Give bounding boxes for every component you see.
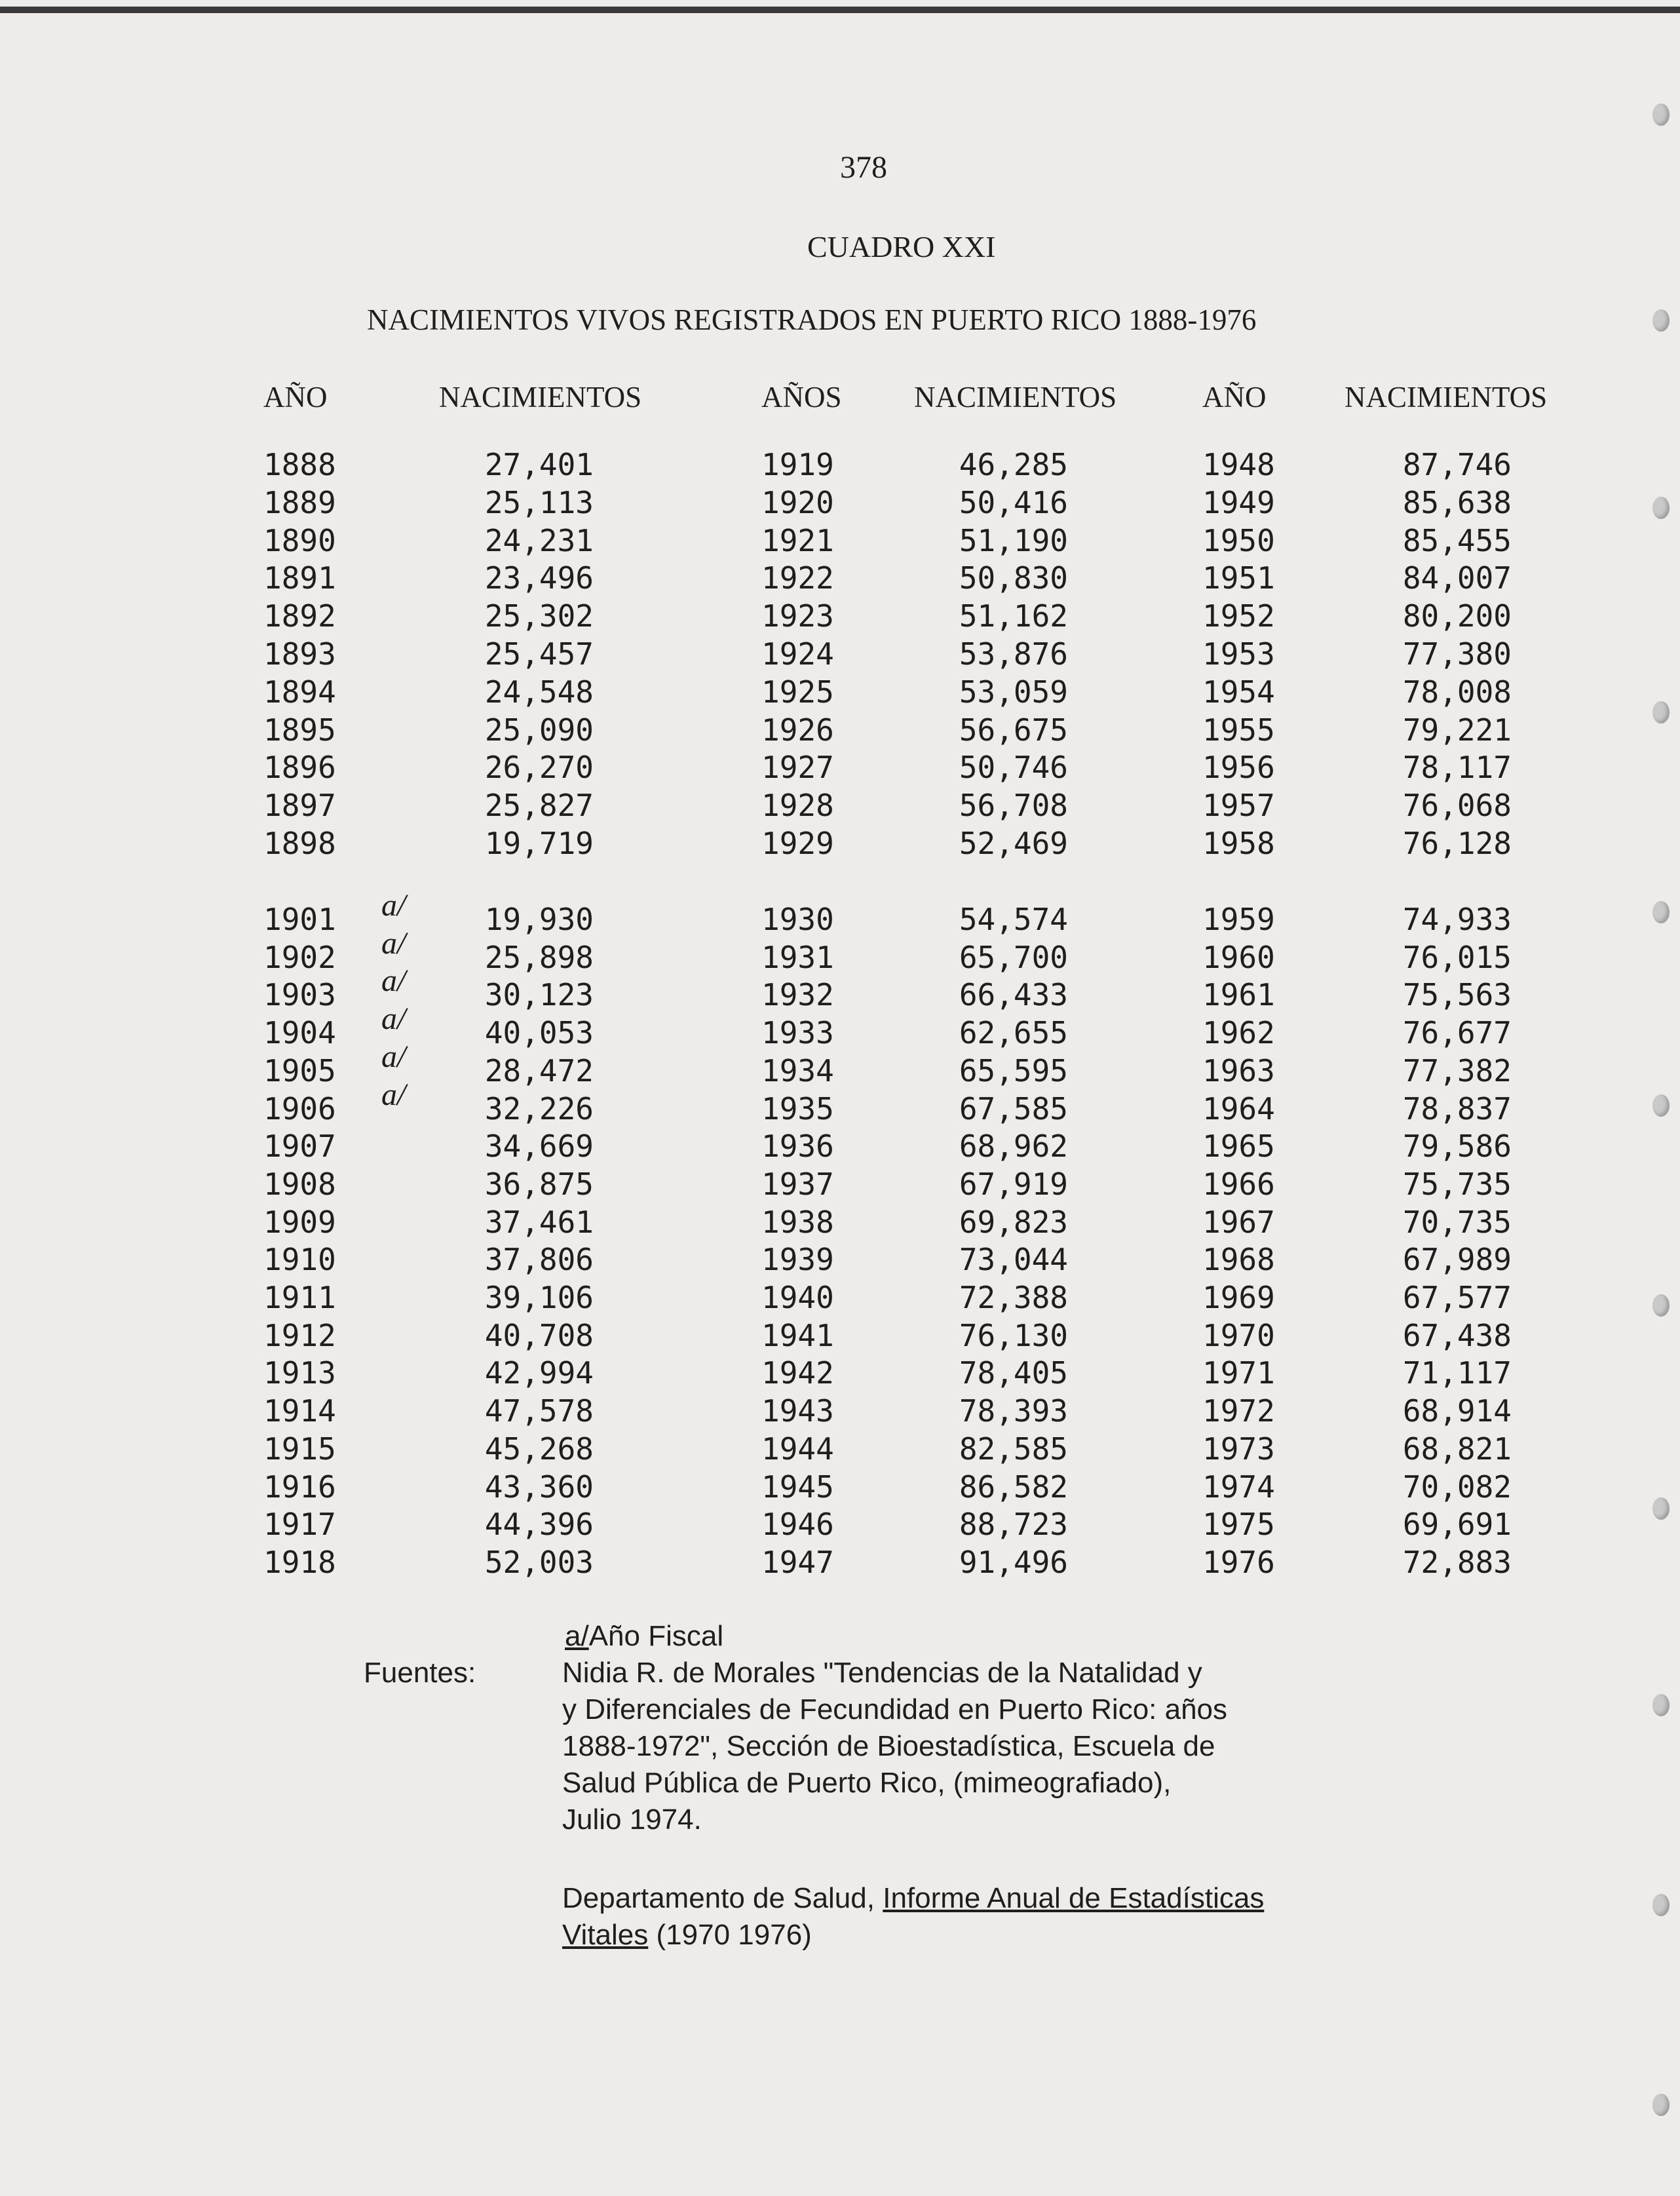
births-cell: 85,638 (1402, 484, 1512, 520)
year-cell: 1968 (1202, 1242, 1275, 1278)
births-cell: 25,827 (484, 788, 594, 824)
year-cell: 1908 (263, 1166, 336, 1202)
births-cell: 50,830 (959, 560, 1068, 596)
year-cell: 1947 (761, 1544, 834, 1580)
year-cell: 1954 (1202, 674, 1275, 710)
page-title: NACIMIENTOS VIVOS REGISTRADOS EN PUERTO RICO 1888-1976 (367, 303, 1257, 336)
header-year-1: AÑO (263, 381, 328, 414)
year-cell: 1964 (1202, 1090, 1275, 1127)
births-cell: 91,496 (959, 1544, 1068, 1580)
binder-hole (1652, 1894, 1670, 1916)
births-cell: 77,382 (1402, 1052, 1512, 1088)
fiscal-note (565, 1620, 723, 1653)
year-cell: 1911 (263, 1280, 336, 1315)
fiscal-year-mark: a/ (381, 1001, 406, 1037)
binder-hole (1652, 2094, 1670, 2116)
year-cell: 1893 (263, 636, 336, 672)
year-cell: 1936 (761, 1128, 834, 1165)
births-cell: 67,989 (1402, 1242, 1512, 1278)
source-1-line-1: Nidia R. de Morales "Tendencias de la Natalidad y (562, 1657, 1202, 1689)
year-cell: 1918 (263, 1544, 336, 1580)
year-cell: 1892 (263, 598, 336, 634)
sources-label: Fuentes: (364, 1657, 476, 1689)
year-cell: 1920 (761, 484, 834, 520)
births-cell: 52,003 (484, 1544, 594, 1580)
source-1-line-4: Salud Pública de Puerto Rico, (mimeografiado), (562, 1767, 1172, 1799)
year-cell: 1930 (761, 902, 834, 937)
births-cell: 54,574 (959, 902, 1068, 937)
year-cell: 1897 (263, 788, 336, 824)
births-cell: 24,231 (484, 522, 594, 558)
births-cell: 69,691 (1402, 1507, 1512, 1543)
year-cell: 1963 (1202, 1052, 1275, 1088)
year-cell: 1942 (761, 1355, 834, 1391)
births-cell: 25,302 (484, 598, 594, 634)
header-births-1: NACIMIENTOS (439, 381, 642, 414)
births-cell: 37,806 (484, 1242, 594, 1278)
year-cell: 1955 (1202, 712, 1275, 748)
year-cell: 1888 (263, 447, 336, 482)
year-cell: 1950 (1202, 522, 1275, 558)
births-cell: 77,380 (1402, 636, 1512, 672)
year-cell: 1925 (761, 674, 834, 710)
year-cell: 1935 (761, 1090, 834, 1127)
births-cell: 78,405 (959, 1355, 1068, 1391)
binder-hole (1652, 1094, 1670, 1117)
year-cell: 1934 (761, 1052, 834, 1088)
year-cell: 1966 (1202, 1166, 1275, 1202)
births-cell: 47,578 (484, 1393, 594, 1429)
year-cell: 1906 (263, 1090, 336, 1127)
year-cell: 1932 (761, 977, 834, 1013)
births-cell: 43,360 (484, 1469, 594, 1505)
births-cell: 76,068 (1402, 788, 1512, 824)
year-cell: 1943 (761, 1393, 834, 1429)
births-cell: 30,123 (484, 977, 594, 1013)
births-cell: 37,461 (484, 1204, 594, 1240)
header-births-2: NACIMIENTOS (914, 381, 1117, 414)
births-cell: 67,585 (959, 1090, 1068, 1127)
year-cell: 1909 (263, 1204, 336, 1240)
header-year-3: AÑO (1202, 381, 1267, 414)
year-cell: 1939 (761, 1242, 834, 1278)
births-cell: 46,285 (959, 447, 1068, 482)
year-cell: 1959 (1202, 902, 1275, 937)
binder-hole (1652, 1497, 1670, 1520)
births-cell: 53,059 (959, 674, 1068, 710)
births-cell: 79,221 (1402, 712, 1512, 748)
births-cell: 44,396 (484, 1507, 594, 1543)
binder-hole (1652, 1294, 1670, 1317)
births-cell: 27,401 (484, 447, 594, 482)
year-cell: 1972 (1202, 1393, 1275, 1429)
binder-hole (1652, 901, 1670, 923)
year-cell: 1931 (761, 939, 834, 975)
year-cell: 1960 (1202, 939, 1275, 975)
births-cell: 78,837 (1402, 1090, 1512, 1127)
births-cell: 25,457 (484, 636, 594, 672)
births-cell: 84,007 (1402, 560, 1512, 596)
year-cell: 1902 (263, 939, 336, 975)
binder-hole (1652, 497, 1670, 519)
year-cell: 1889 (263, 484, 336, 520)
births-cell: 56,675 (959, 712, 1068, 748)
births-cell: 32,226 (484, 1090, 594, 1127)
year-cell: 1967 (1202, 1204, 1275, 1240)
fiscal-year-mark: a/ (381, 1039, 406, 1074)
births-cell: 71,117 (1402, 1355, 1512, 1391)
year-cell: 1976 (1202, 1544, 1275, 1580)
year-cell: 1926 (761, 712, 834, 748)
births-cell: 25,090 (484, 712, 594, 748)
births-cell: 76,130 (959, 1317, 1068, 1353)
year-cell: 1957 (1202, 788, 1275, 824)
year-cell: 1919 (761, 447, 834, 482)
source-1-line-3: 1888-1972", Sección de Bioestadística, Escuela de (562, 1730, 1215, 1762)
births-cell: 72,388 (959, 1280, 1068, 1315)
births-cell: 28,472 (484, 1052, 594, 1088)
year-cell: 1975 (1202, 1507, 1275, 1543)
year-cell: 1956 (1202, 750, 1275, 786)
births-cell: 26,270 (484, 750, 594, 786)
source-2-prefix: Departamento de Salud, (562, 1882, 875, 1914)
births-cell: 24,548 (484, 674, 594, 710)
year-cell: 1929 (761, 826, 834, 861)
births-cell: 75,735 (1402, 1166, 1512, 1202)
births-cell: 85,455 (1402, 522, 1512, 558)
header-births-3: NACIMIENTOS (1345, 381, 1548, 414)
births-cell: 73,044 (959, 1242, 1068, 1278)
births-cell: 40,708 (484, 1317, 594, 1353)
year-cell: 1945 (761, 1469, 834, 1505)
year-cell: 1907 (263, 1128, 336, 1165)
binder-hole (1652, 104, 1670, 126)
births-cell: 72,883 (1402, 1544, 1512, 1580)
year-cell: 1965 (1202, 1128, 1275, 1165)
year-cell: 1949 (1202, 484, 1275, 520)
births-cell: 65,700 (959, 939, 1068, 975)
births-cell: 88,723 (959, 1507, 1068, 1543)
year-cell: 1890 (263, 522, 336, 558)
year-cell: 1896 (263, 750, 336, 786)
fiscal-year-mark: a/ (381, 925, 406, 961)
year-cell: 1958 (1202, 826, 1275, 861)
year-cell: 1898 (263, 826, 336, 861)
births-cell: 67,919 (959, 1166, 1068, 1202)
births-cell: 68,962 (959, 1128, 1068, 1165)
year-cell: 1973 (1202, 1431, 1275, 1467)
year-cell: 1944 (761, 1431, 834, 1467)
births-cell: 80,200 (1402, 598, 1512, 634)
binder-hole (1652, 1694, 1670, 1716)
births-cell: 19,719 (484, 826, 594, 861)
births-cell: 76,128 (1402, 826, 1512, 861)
births-cell: 39,106 (484, 1280, 594, 1315)
year-cell: 1946 (761, 1507, 834, 1543)
births-cell: 86,582 (959, 1469, 1068, 1505)
births-cell: 78,008 (1402, 674, 1512, 710)
births-cell: 51,190 (959, 522, 1068, 558)
births-cell: 45,268 (484, 1431, 594, 1467)
births-cell: 70,082 (1402, 1469, 1512, 1505)
births-cell: 67,577 (1402, 1280, 1512, 1315)
source-2-line-2 (562, 1919, 812, 1952)
year-cell: 1912 (263, 1317, 336, 1353)
births-cell: 36,875 (484, 1166, 594, 1202)
year-cell: 1905 (263, 1052, 336, 1088)
births-cell: 78,117 (1402, 750, 1512, 786)
fiscal-year-mark: a/ (381, 1077, 406, 1112)
year-cell: 1904 (263, 1015, 336, 1051)
births-cell: 25,898 (484, 939, 594, 975)
births-cell: 50,746 (959, 750, 1068, 786)
binder-hole (1652, 701, 1670, 723)
year-cell: 1894 (263, 674, 336, 710)
year-cell: 1940 (761, 1280, 834, 1315)
source-2-title-cont: Vitales (562, 1919, 649, 1951)
births-cell: 65,595 (959, 1052, 1068, 1088)
births-cell: 78,393 (959, 1393, 1068, 1429)
year-cell: 1971 (1202, 1355, 1275, 1391)
source-2-line-1 (562, 1882, 1264, 1915)
fiscal-year-mark: a/ (381, 888, 406, 923)
births-cell: 51,162 (959, 598, 1068, 634)
births-cell: 87,746 (1402, 447, 1512, 482)
year-cell: 1953 (1202, 636, 1275, 672)
births-cell: 82,585 (959, 1431, 1068, 1467)
year-cell: 1916 (263, 1469, 336, 1505)
births-cell: 76,677 (1402, 1015, 1512, 1051)
births-cell: 42,994 (484, 1355, 594, 1391)
births-cell: 67,438 (1402, 1317, 1512, 1353)
year-cell: 1910 (263, 1242, 336, 1278)
births-cell: 68,821 (1402, 1431, 1512, 1467)
births-cell: 25,113 (484, 484, 594, 520)
births-cell: 66,433 (959, 977, 1068, 1013)
year-cell: 1941 (761, 1317, 834, 1353)
year-cell: 1917 (263, 1507, 336, 1543)
year-cell: 1903 (263, 977, 336, 1013)
births-cell: 70,735 (1402, 1204, 1512, 1240)
year-cell: 1951 (1202, 560, 1275, 596)
year-cell: 1895 (263, 712, 336, 748)
page-top-edge (0, 7, 1680, 13)
births-cell: 56,708 (959, 788, 1068, 824)
year-cell: 1974 (1202, 1469, 1275, 1505)
year-cell: 1922 (761, 560, 834, 596)
year-cell: 1952 (1202, 598, 1275, 634)
year-cell: 1913 (263, 1355, 336, 1391)
births-cell: 34,669 (484, 1128, 594, 1165)
fiscal-note-mark: a/ (565, 1620, 589, 1652)
header-year-2: AÑOS (761, 381, 842, 414)
year-cell: 1924 (761, 636, 834, 672)
source-1-line-2: y Diferenciales de Fecundidad en Puerto Rico: años (562, 1693, 1228, 1725)
births-cell: 69,823 (959, 1204, 1068, 1240)
year-cell: 1921 (761, 522, 834, 558)
year-cell: 1961 (1202, 977, 1275, 1013)
year-cell: 1969 (1202, 1280, 1275, 1315)
births-cell: 52,469 (959, 826, 1068, 861)
year-cell: 1933 (761, 1015, 834, 1051)
year-cell: 1938 (761, 1204, 834, 1240)
births-cell: 68,914 (1402, 1393, 1512, 1429)
births-cell: 79,586 (1402, 1128, 1512, 1165)
source-2-title: Informe Anual de Estadísticas (883, 1882, 1265, 1914)
fiscal-note-text: Año Fiscal (588, 1620, 724, 1652)
year-cell: 1914 (263, 1393, 336, 1429)
year-cell: 1901 (263, 902, 336, 937)
year-cell: 1962 (1202, 1015, 1275, 1051)
year-cell: 1923 (761, 598, 834, 634)
births-cell: 50,416 (959, 484, 1068, 520)
page-number: 378 (840, 150, 887, 185)
source-2-years: (1970 1976) (656, 1919, 812, 1951)
source-1-line-5: Julio 1974. (562, 1803, 702, 1836)
table-label: CUADRO XXI (807, 230, 996, 263)
year-cell: 1915 (263, 1431, 336, 1467)
year-cell: 1927 (761, 750, 834, 786)
births-cell: 23,496 (484, 560, 594, 596)
births-cell: 53,876 (959, 636, 1068, 672)
year-cell: 1948 (1202, 447, 1275, 482)
births-cell: 74,933 (1402, 902, 1512, 937)
year-cell: 1891 (263, 560, 336, 596)
year-cell: 1970 (1202, 1317, 1275, 1353)
binder-hole (1652, 309, 1670, 332)
births-cell: 76,015 (1402, 939, 1512, 975)
births-cell: 40,053 (484, 1015, 594, 1051)
births-cell: 62,655 (959, 1015, 1068, 1051)
fiscal-year-mark: a/ (381, 963, 406, 999)
births-cell: 75,563 (1402, 977, 1512, 1013)
year-cell: 1937 (761, 1166, 834, 1202)
year-cell: 1928 (761, 788, 834, 824)
births-cell: 19,930 (484, 902, 594, 937)
